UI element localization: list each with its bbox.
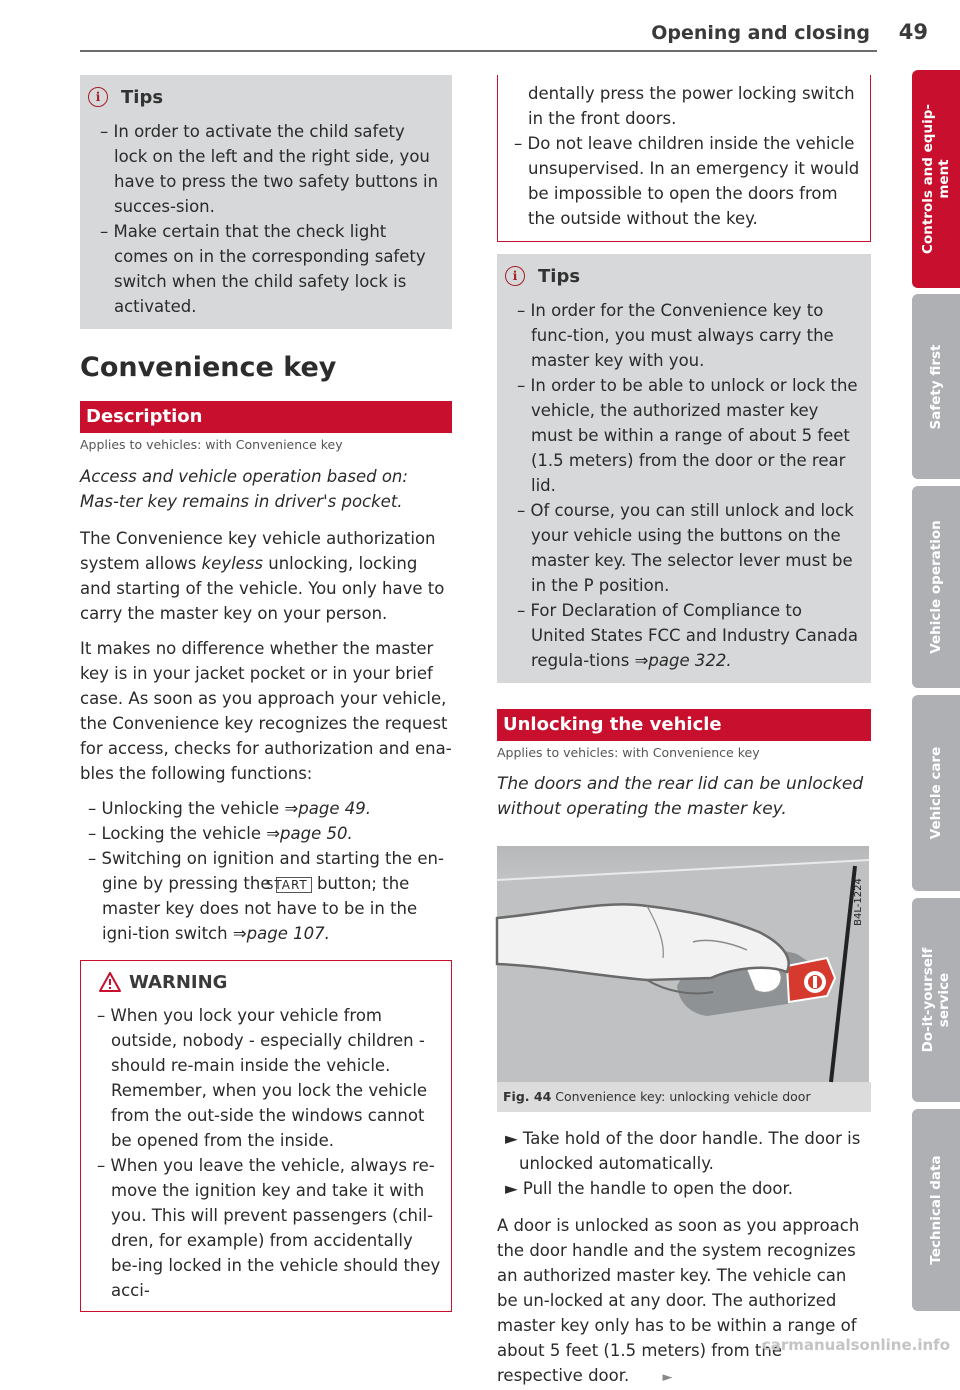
tip-item: – Make certain that the check light comes on in the corresponding safety switch when the child safety lock is activated. — [100, 222, 426, 316]
info-icon: i — [505, 266, 525, 286]
header-title: Opening and closing — [651, 22, 870, 44]
page-number: 49 — [898, 20, 928, 44]
page-link[interactable]: ⇒page 107. — [232, 924, 330, 943]
warning-title: WARNING — [129, 971, 228, 993]
hand-on-door-handle-illustration — [497, 846, 869, 1082]
unlocking-bar: Unlocking the vehicle — [497, 709, 871, 741]
tip-item: – In order for the Convenience key to func-tion, you must always carry the master key with you. — [517, 301, 834, 370]
left-column — [80, 75, 452, 1312]
header-rule — [80, 50, 877, 52]
tip-item: – In order to activate the child safety lock on the left and the right side, you have to press the two safety buttons in succes-sion. — [100, 122, 439, 216]
warning-item: – Do not leave children inside the vehicle unsupervised. In an emergency it would be impossible to open the doors from the outside without the key. — [514, 134, 860, 228]
tab-vehicle-care[interactable]: Vehicle care — [912, 695, 960, 891]
warning-box — [80, 960, 452, 1312]
section-heading: Convenience key — [80, 352, 337, 383]
chapter-tabs — [912, 0, 960, 1361]
tips-box-child-lock — [80, 75, 452, 329]
page-link[interactable]: ⇒page 50. — [266, 824, 353, 843]
tips-title: Tips — [121, 86, 164, 108]
paragraph: A door is unlocked as soon as you approach the door handle and the system recognizes an authorized master key. The vehicle can be un-locked at any door. The authorized master key only has to be within a range of about 5 feet (1.5 meters) from the respective door. ► — [497, 1216, 860, 1385]
tab-safety-first[interactable]: Safety first — [912, 294, 960, 479]
applies-note: Applies to vehicles: with Convenience key — [80, 437, 343, 452]
function-item: – Locking the vehicle ⇒page 50. — [88, 824, 353, 843]
start-key-label: START — [276, 877, 312, 893]
warning-header — [81, 961, 451, 1003]
paragraph: The Convenience key vehicle authorization system allows keyless unlocking, locking and starting of the vehicle. You only have to carry the master key on your person. — [80, 529, 445, 623]
continue-arrow-icon: ► — [662, 1370, 673, 1385]
tips-box-convenience-key — [497, 254, 871, 683]
tips-header — [497, 254, 871, 298]
door-handle-figure — [497, 846, 869, 1082]
function-item: – Unlocking the vehicle ⇒page 49. — [88, 799, 371, 818]
applies-note: Applies to vehicles: with Convenience key — [497, 745, 760, 760]
page-link[interactable]: ⇒page 322. — [634, 651, 732, 670]
tips-title: Tips — [538, 265, 581, 287]
warning-item: – When you leave the vehicle, always re-move the ignition key and take it with you. This will prevent passengers (chil-dren, for example) from accidentally be-ing locked in the vehicle should they acci- — [97, 1156, 441, 1300]
tab-vehicle-operation[interactable]: Vehicle operation — [912, 486, 960, 688]
page-link[interactable]: ⇒page 49. — [284, 799, 371, 818]
tab-technical-data[interactable]: Technical data — [912, 1109, 960, 1311]
tip-item: – In order to be able to unlock or lock the vehicle, the authorized master key must be within a range of about 5 feet (1.5 meters) from the door or the rear lid. — [517, 376, 858, 495]
step-item: ► Take hold of the door handle. The door is unlocked automatically. — [505, 1129, 861, 1173]
tip-item: – Of course, you can still unlock and lock your vehicle using the buttons on the master key. The selector lever must be in the P position. — [517, 501, 854, 595]
watermark: carmanualsonline.info — [761, 1336, 950, 1354]
tab-do-it-yourself[interactable]: Do-it-yourself service — [912, 898, 960, 1102]
warning-item: – When you lock your vehicle from outside, nobody - especially children - should re-main inside the vehicle. Remember, when you lock the vehicle from the out-side the windows cannot be opened from the inside. — [97, 1006, 428, 1150]
tips-header — [80, 75, 452, 119]
paragraph: It makes no difference whether the master key is in your jacket pocket or in your brief case. As soon as you approach your vehicle, the Convenience key recognizes the request for access, checks for authorization and ena-bles the following functions: — [80, 639, 452, 783]
figure-code: B4L-1224 — [853, 878, 864, 926]
info-icon: i — [88, 87, 108, 107]
intro-text: The doors and the rear lid can be unlocked without operating the master key. — [497, 774, 864, 819]
description-bar: Description — [80, 401, 452, 433]
step-item: ► Pull the handle to open the door. — [505, 1179, 794, 1198]
function-item: – Switching on ignition and starting the en-gine by pressing the START button; the master key does not have to be in the igni-tion switch ⇒page 107. — [88, 849, 444, 943]
right-column — [497, 75, 871, 1390]
warning-triangle-icon — [99, 972, 121, 992]
tip-item: – For Declaration of Compliance to United States FCC and Industry Canada regula-tions ⇒page 322. — [517, 601, 858, 670]
intro-text: Access and vehicle operation based on: Mas-ter key remains in driver's pocket. — [80, 467, 408, 511]
warning-item-continued: dentally press the power locking switch in the front doors. — [528, 84, 855, 128]
tab-controls-equipment[interactable]: Controls and equip- ment — [912, 70, 960, 288]
figure-caption: Fig. 44 Convenience key: unlocking vehicle door — [497, 1082, 871, 1112]
warning-continuation — [497, 75, 871, 242]
